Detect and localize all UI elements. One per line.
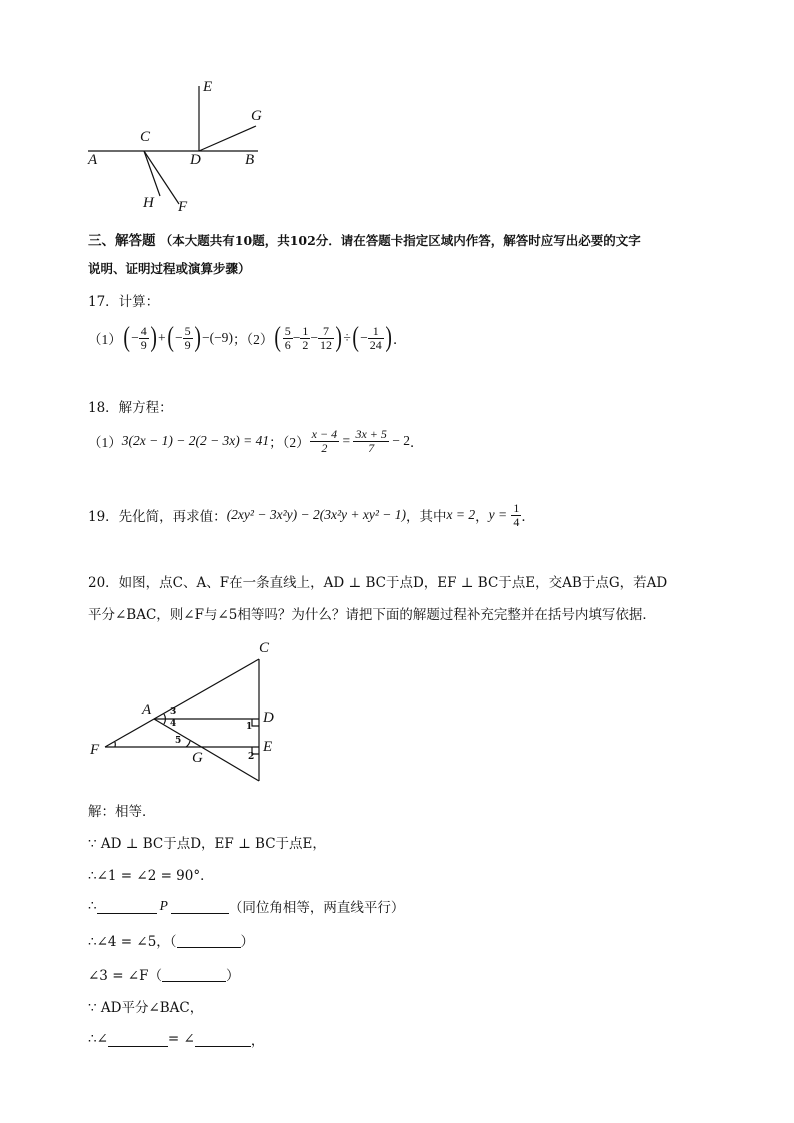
frac-x-4-over-2: $\frac{x - 4}{2}$ xyxy=(311,426,338,455)
frac-1-2: $\frac{1}{2}$ xyxy=(302,323,309,352)
solution-step-5: ∠3 = ∠F（ ） xyxy=(88,968,240,984)
right-angle-d xyxy=(252,719,259,726)
frac-4-9: $\frac{4}{9}$ xyxy=(140,323,147,352)
figure-2-diagram xyxy=(105,659,259,781)
frac-5-6: $\frac{5}{6}$ xyxy=(284,323,291,352)
q17-part2-label: ；（2） xyxy=(232,332,274,347)
fig2-label-c: C xyxy=(259,640,270,656)
label-d: D xyxy=(190,152,201,168)
blank-3a[interactable] xyxy=(97,899,157,914)
label-g: G xyxy=(251,108,262,124)
q19-x-value: x = 2 xyxy=(446,507,476,522)
solution-step-7: ∴∠ = ∠ ， xyxy=(88,1031,265,1049)
q20-line1: 20．如图，点C、A、F在一条直线上，AD ⊥ BC于点D，EF ⊥ BC于点E，交AB于点G，若AD xyxy=(88,575,668,591)
fig2-label-d: D xyxy=(263,710,274,726)
angle-4-label: 4 xyxy=(170,719,177,729)
solution-step-1: ∵ AD ⊥ BC于点D，EF ⊥ BC于点E， xyxy=(88,836,326,852)
frac-7-12: $\frac{7}{12}$ xyxy=(320,323,333,352)
solution-step-4: ∴∠4 = ∠5，（ ） xyxy=(88,934,255,950)
q19-prefix: 19．先化简，再求值： xyxy=(88,509,227,525)
blank-3b[interactable] xyxy=(171,899,229,914)
q17-expression: （1） ( − $\frac{4}{9}$ ) + ( − $\frac{5}{9}$ ) − ( −9 ) ；（2） ( $\frac{5}{6}$ − $\frac{1}{2}$ − $\frac{7}{12}$ ) ÷ ( − $\frac{1}{24}$ ) ． xyxy=(88,322,407,353)
solution-step-2: ∴∠1 = ∠2 = 90°． xyxy=(88,868,214,884)
solution-step-3: ∴ P （同位角相等，两直线平行） xyxy=(88,898,405,916)
frac-1-4: $\frac{1}{4}$ xyxy=(513,500,520,529)
q18-expression: （1） 3(2x − 1) − 2(2 − 3x) = 41 ；（2） $\frac{x - 4}{2}$ = $\frac{3x + 5}{7}$ − 2 ． xyxy=(88,426,424,455)
solution-step-6: ∵ AD平分∠BAC， xyxy=(88,1000,204,1016)
angle-3-label: 3 xyxy=(170,707,177,717)
blank-5[interactable] xyxy=(162,967,226,982)
line-fc xyxy=(105,659,259,747)
q19-expression: (2xy² − 3x²y) − 2(3x²y + xy² − 1) xyxy=(226,507,406,522)
q19-line: 19．先化简，再求值： (2xy² − 3x²y) − 2(3x²y + xy² − 1) ，其中 x = 2 ， y = $\frac{1}{4}$ ． xyxy=(88,500,535,529)
q19-y-var: y = xyxy=(488,507,508,522)
blank-7b[interactable] xyxy=(195,1032,251,1047)
label-a: A xyxy=(88,152,98,168)
label-h: H xyxy=(143,195,154,211)
label-e: E xyxy=(203,79,213,95)
fig2-label-e: E xyxy=(263,739,273,755)
q17-title: 17．计算： xyxy=(88,294,160,310)
angle-2-label: 2 xyxy=(248,752,255,762)
q18-eq1: 3(2x − 1) − 2(2 − 3x) = 41 xyxy=(121,433,270,448)
label-c: C xyxy=(140,129,151,145)
fig2-label-f: F xyxy=(90,742,100,758)
q20-line2: 平分∠BAC，则∠F与∠5相等吗？为什么？请把下面的解题过程补充完整并在括号内填写依据． xyxy=(88,607,656,623)
neg-nine: −9 xyxy=(214,330,229,345)
label-f: F xyxy=(178,199,188,215)
q17-part1-label: （1） xyxy=(88,332,122,347)
frac-1-24: $\frac{1}{24}$ xyxy=(369,323,382,352)
ray-dg xyxy=(199,126,256,151)
ray-ch xyxy=(144,151,160,196)
section-heading-line xyxy=(88,229,641,249)
blank-7a[interactable] xyxy=(108,1032,168,1047)
q18-part1-label: （1） xyxy=(88,435,122,450)
label-b: B xyxy=(245,152,255,168)
blank-4[interactable] xyxy=(177,933,241,948)
section-note-cont: 说明、证明过程或演算步骤） xyxy=(88,261,251,276)
section-note: （本大题共有10题，共102分．请在答题卡指定区域内作答，解答时应写出必要的文字 xyxy=(159,233,641,248)
angle-arc-g xyxy=(186,741,190,747)
fig2-label-g: G xyxy=(192,750,203,766)
q18-title: 18．解方程： xyxy=(88,400,173,416)
section-title: 三、解答题 xyxy=(88,233,156,249)
angle-1-label: 1 xyxy=(246,722,253,732)
frac-3x-5-over-7: $\frac{3x + 5}{7}$ xyxy=(355,426,387,455)
frac-5-9: $\frac{5}{9}$ xyxy=(184,323,191,352)
solution-title: 解：相等． xyxy=(88,804,156,820)
q18-part2-label: ；（2） xyxy=(269,435,310,450)
angle-5-label: 5 xyxy=(175,736,182,746)
fig2-label-a: A xyxy=(142,702,152,718)
